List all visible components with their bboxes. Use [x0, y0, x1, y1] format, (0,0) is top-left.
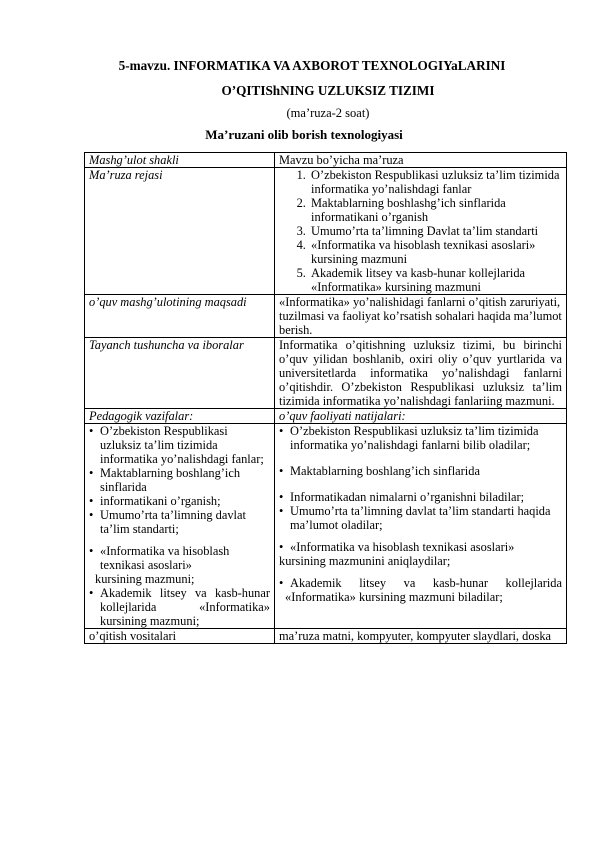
cell-tasks-list — [85, 424, 275, 629]
list-item: • «Informatika va hisoblash texnikasi asoslari» — [279, 540, 515, 554]
list-item: • «Informatika va hisoblash texnikasi asoslari» — [89, 544, 230, 572]
bullet-icon: • — [89, 544, 94, 558]
bullet-icon: • — [89, 424, 94, 438]
bullet-icon: • — [279, 424, 284, 438]
bullet-icon: • — [89, 586, 94, 600]
list-item-continuation: «Informatika» kursining mazmuni biladilar; — [285, 590, 503, 604]
bullet-icon: • — [279, 576, 284, 590]
cell-teaching-tools: o’qitish vositalari — [85, 629, 275, 644]
table-row — [85, 338, 567, 409]
table-row — [85, 168, 567, 295]
list-item: 5. Akademik litsey va kasb-hunar kollejlarida «Informatika» kursining mazmuni — [309, 266, 562, 294]
cell-goal-value: «Informatika» yo’nalishidagi fanlarni o’qitish zaruriyati, tuzilmasi va faoliyat ko’rsatish sohalari haqida ma’lumot berish. — [275, 295, 567, 338]
list-item: • O’zbekiston Respublikasi uzluksiz ta’lim tizimida informatika yo’nalishdagi fanlarni bilib oladilar; — [279, 424, 539, 452]
title-line-2: O’QITIShNING UZLUKSIZ TIZIMI — [221, 83, 435, 98]
bullet-icon: • — [279, 490, 284, 504]
table-row — [85, 295, 567, 338]
list-item: • Umumo’rta ta’limning davlat ta’lim standarti; — [89, 508, 246, 536]
subtitle: Ma’ruzani olib borish texnologiyasi — [205, 127, 403, 142]
bullet-icon: • — [89, 494, 94, 508]
bullet-icon: • — [89, 466, 94, 480]
cell-key-terms-value: Informatika o’qitishning uzluksiz tizimi, bu birinchi o’quv yilidan boshlanib, oxiri oliy o’quv yurtlarida va universitetlarda informatika yo’nalishdagi fanlarni o’qitishdir. O’zbekiston Respublikasi uzluksiz ta’lim tizimida informatika yo’nalishdagi fanlariing mazmuni. — [275, 338, 567, 409]
cell-lecture-plan-list — [275, 168, 567, 295]
cell-training-form: Mashg’ulot shakli — [85, 153, 275, 168]
table-row — [85, 409, 567, 424]
list-item: • O’zbekiston Respublikasi uzluksiz ta’lim tizimida informatika yo’nalishdagi fanlar; — [89, 424, 264, 466]
list-item: • informatikani o’rganish; — [89, 494, 221, 508]
cell-teaching-tools-value: ma’ruza matni, kompyuter, kompyuter slaydlari, doska — [275, 629, 567, 644]
table-row — [85, 153, 567, 168]
bullet-icon: • — [279, 464, 284, 478]
cell-results-list — [275, 424, 567, 629]
bullet-icon: • — [279, 504, 284, 518]
list-item: • Umumo’rta ta’limning davlat ta’lim standarti haqida ma’lumot oladilar; — [279, 504, 551, 532]
list-item: • Maktablarning boshlang’ich sinflarida — [89, 466, 241, 494]
cell-key-terms: Tayanch tushuncha va iboralar — [85, 338, 275, 409]
table-row — [85, 629, 567, 644]
list-item-continuation: kursining mazmuni; — [95, 572, 195, 586]
list-item: • Akademik litsey va kasb-hunar kollejlarida «Informatika» kursining mazmuni; — [89, 586, 270, 628]
list-item: • Akademik litsey va kasb-hunar kollejlarida — [279, 576, 562, 590]
list-item-continuation: kursining mazmunini aniqlaydilar; — [279, 554, 451, 568]
lecture-table — [84, 152, 567, 644]
bullet-icon: • — [89, 508, 94, 522]
list-item: 3. Umumo’rta ta’limning Davlat ta’lim standarti — [309, 224, 562, 238]
cell-pedagogical-tasks: Pedagogik vazifalar: — [85, 409, 275, 424]
cell-goal: o’quv mashg’ulotining maqsadi — [85, 295, 275, 338]
hours-note: (ma’ruza-2 soat) — [286, 106, 370, 120]
plan-list — [279, 168, 562, 294]
cell-training-form-value: Mavzu bo’yicha ma’ruza — [275, 153, 567, 168]
list-item: 4. «Informatika va hisoblash texnikasi asoslari» kursining mazmuni — [309, 238, 562, 266]
title-line-1: 5-mavzu. INFORMATIKA VA AXBOROT TEXNOLOGIYaLARINI — [118, 58, 506, 73]
table-row — [85, 424, 567, 629]
list-item: 1. O’zbekiston Respublikasi uzluksiz ta’lim tizimida informatika yo’nalishdagi fanlar — [309, 168, 562, 196]
list-item: • Maktablarning boshlang’ich sinflarida — [279, 464, 480, 478]
list-item: 2. Maktablarning boshlashg’ich sinflarida informatikani o’rganish — [309, 196, 562, 224]
cell-lecture-plan: Ma’ruza rejasi — [85, 168, 275, 295]
bullet-icon: • — [279, 540, 284, 554]
cell-learning-results: o’quv faoliyati natijalari: — [275, 409, 567, 424]
list-item: • Informatikadan nimalarni o’rganishni biladilar; — [279, 490, 525, 504]
